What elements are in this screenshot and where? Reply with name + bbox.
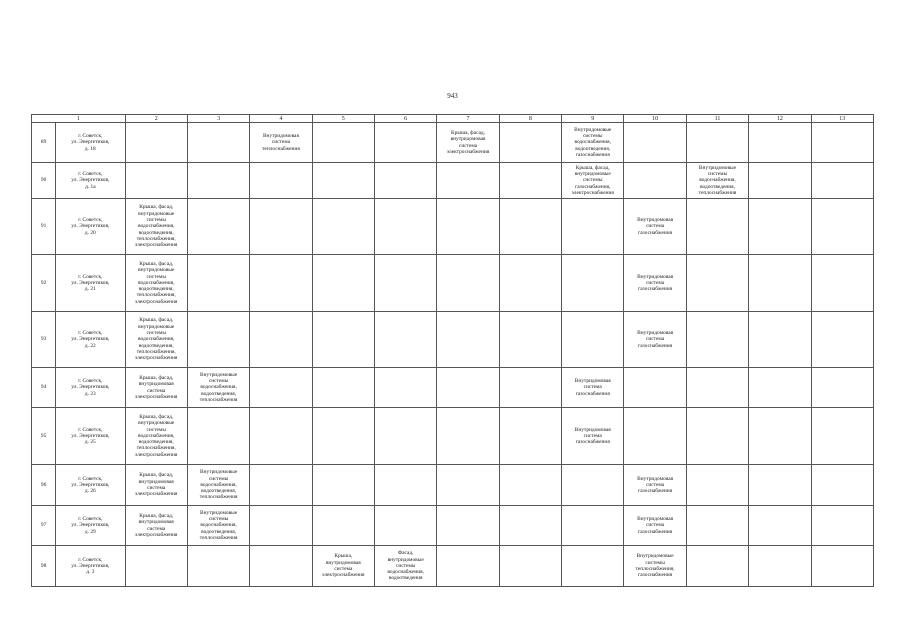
work-text: Внутридомовая система газоснабжения bbox=[637, 273, 674, 293]
work-cell bbox=[437, 368, 499, 408]
work-cell bbox=[312, 163, 374, 199]
column-header: 3 bbox=[187, 115, 249, 123]
work-cell bbox=[624, 312, 686, 368]
work-cell bbox=[312, 465, 374, 506]
work-cell bbox=[187, 123, 249, 163]
address-text: г. Советск, ул. Энергетиков, д. 22 bbox=[71, 330, 110, 349]
address-cell bbox=[56, 123, 125, 163]
work-cell bbox=[811, 408, 874, 465]
work-cell bbox=[125, 312, 187, 368]
work-cell bbox=[312, 368, 374, 408]
work-text: Внутридомовые системы водоснабжения, водоотведения, теплоснабжения bbox=[698, 164, 737, 196]
work-cell bbox=[437, 506, 499, 546]
row-number: 92 bbox=[32, 255, 56, 312]
row-number: 90 bbox=[32, 163, 56, 199]
work-cell bbox=[125, 199, 187, 255]
work-cell bbox=[437, 312, 499, 368]
work-cell bbox=[437, 255, 499, 312]
work-cell bbox=[312, 408, 374, 465]
column-number-row bbox=[32, 115, 874, 123]
work-cell bbox=[374, 408, 436, 465]
work-cell bbox=[686, 312, 748, 368]
work-cell bbox=[437, 123, 499, 163]
address-cell bbox=[56, 465, 125, 506]
work-cell bbox=[686, 408, 748, 465]
work-cell bbox=[125, 408, 187, 465]
work-cell bbox=[811, 163, 874, 199]
work-text: Крыша, фасад, внутридомовые системы водоснабжения, водоотведения, теплоснабжения, электроснабжения bbox=[135, 204, 178, 249]
work-cell bbox=[686, 123, 748, 163]
address-cell bbox=[56, 163, 125, 199]
work-cell bbox=[125, 368, 187, 408]
work-cell bbox=[562, 163, 624, 199]
work-cell bbox=[499, 255, 561, 312]
work-cell bbox=[374, 368, 436, 408]
address-cell bbox=[56, 312, 125, 368]
work-cell bbox=[437, 465, 499, 506]
address-text: г. Советск, ул. Энергетиков, д. 1а bbox=[71, 171, 110, 190]
work-cell bbox=[624, 199, 686, 255]
work-cell bbox=[624, 255, 686, 312]
column-header: 5 bbox=[312, 115, 374, 123]
work-cell bbox=[187, 546, 249, 587]
address-text: г. Советск, ул. Энергетиков, д. 18 bbox=[71, 133, 110, 152]
column-header: 1 bbox=[32, 115, 126, 123]
work-cell bbox=[312, 199, 374, 255]
work-cell bbox=[125, 255, 187, 312]
work-cell bbox=[686, 255, 748, 312]
row-number: 95 bbox=[32, 408, 56, 465]
work-cell bbox=[749, 465, 811, 506]
work-cell bbox=[499, 506, 561, 546]
work-text: Крыша, фасад, внутридомовые системы газоснабжения, электроснабжения bbox=[571, 164, 614, 196]
work-cell bbox=[250, 312, 312, 368]
work-cell bbox=[562, 465, 624, 506]
work-cell bbox=[250, 546, 312, 587]
work-cell bbox=[624, 506, 686, 546]
work-cell bbox=[312, 546, 374, 587]
work-cell bbox=[749, 546, 811, 587]
table-row bbox=[32, 465, 874, 506]
work-text: Крыша, фасад, внутридомовые системы водоснабжения, водоотведения, теплоснабжения, электроснабжения bbox=[135, 260, 178, 305]
work-cell bbox=[624, 163, 686, 199]
work-cell bbox=[811, 465, 874, 506]
work-cell bbox=[562, 368, 624, 408]
work-cell bbox=[749, 123, 811, 163]
work-cell bbox=[250, 408, 312, 465]
work-cell bbox=[686, 199, 748, 255]
table-row bbox=[32, 123, 874, 163]
work-cell bbox=[187, 199, 249, 255]
address-cell bbox=[56, 199, 125, 255]
column-header: 2 bbox=[125, 115, 187, 123]
work-cell bbox=[499, 368, 561, 408]
address-text: г. Советск, ул. Энергетиков, д. 23 bbox=[71, 378, 110, 397]
table-row bbox=[32, 312, 874, 368]
work-cell bbox=[562, 546, 624, 587]
table-body bbox=[32, 123, 874, 587]
table-row bbox=[32, 255, 874, 312]
work-text: Крыша, внутридомовая система электроснабжения bbox=[322, 553, 365, 579]
work-text: Внутридомовые системы водоснабжения, водоотведения, газоснабжения bbox=[574, 126, 612, 158]
row-number: 93 bbox=[32, 312, 56, 368]
work-text: Внутридомовая система газоснабжения bbox=[637, 475, 674, 495]
work-cell bbox=[749, 163, 811, 199]
address-cell bbox=[56, 408, 125, 465]
work-text: Внутридомовая система газоснабжения bbox=[574, 378, 611, 397]
work-cell bbox=[749, 506, 811, 546]
work-cell bbox=[811, 199, 874, 255]
work-cell bbox=[125, 546, 187, 587]
work-text: Внутридомовая система теплоснабжения bbox=[262, 133, 300, 152]
table-row bbox=[32, 408, 874, 465]
column-header: 6 bbox=[374, 115, 436, 123]
work-cell bbox=[250, 123, 312, 163]
work-cell bbox=[374, 312, 436, 368]
work-cell bbox=[187, 255, 249, 312]
address-cell bbox=[56, 546, 125, 587]
work-cell bbox=[312, 312, 374, 368]
work-cell bbox=[749, 199, 811, 255]
work-cell bbox=[499, 465, 561, 506]
column-header: 4 bbox=[250, 115, 312, 123]
work-cell bbox=[437, 546, 499, 587]
work-cell bbox=[686, 368, 748, 408]
table-row bbox=[32, 368, 874, 408]
work-cell bbox=[250, 199, 312, 255]
work-cell bbox=[562, 506, 624, 546]
work-cell bbox=[312, 123, 374, 163]
address-cell bbox=[56, 255, 125, 312]
table-row bbox=[32, 506, 874, 546]
address-cell bbox=[56, 368, 125, 408]
work-text: Внутридомовые системы водоснабжения, водоотведения, теплоснабжения bbox=[199, 469, 238, 501]
work-cell bbox=[250, 465, 312, 506]
address-text: г. Советск, ул. Энергетиков, д. 21 bbox=[71, 273, 110, 293]
work-cell bbox=[312, 506, 374, 546]
work-cell bbox=[374, 199, 436, 255]
work-cell bbox=[811, 546, 874, 587]
work-cell bbox=[499, 199, 561, 255]
work-text: Внутридомовые системы водоснабжения, водоотведения, теплоснабжения bbox=[199, 371, 238, 403]
work-cell bbox=[374, 465, 436, 506]
work-text: Крыша, фасад, внутридомовая система электроснабжения bbox=[135, 512, 178, 538]
work-cell bbox=[312, 255, 374, 312]
work-cell bbox=[499, 546, 561, 587]
column-header: 13 bbox=[811, 115, 874, 123]
address-text: г. Советск, ул. Энергетиков, д. 26 bbox=[71, 475, 110, 495]
table-row bbox=[32, 546, 874, 587]
work-cell bbox=[624, 368, 686, 408]
work-cell bbox=[624, 546, 686, 587]
table-row bbox=[32, 199, 874, 255]
work-cell bbox=[125, 123, 187, 163]
work-cell bbox=[749, 408, 811, 465]
address-text: г. Советск, ул. Энергетиков, д. 29 bbox=[71, 516, 110, 535]
work-text: Фасад, внутридомовые системы водоснабжения, водоотведения bbox=[387, 550, 424, 582]
table-row bbox=[32, 163, 874, 199]
page-number: 943 bbox=[447, 92, 458, 100]
column-header: 9 bbox=[562, 115, 624, 123]
row-number: 89 bbox=[32, 123, 56, 163]
work-text: Внутридомовая система газоснабжения bbox=[574, 426, 611, 446]
work-text: Внутридомовые системы теплоснабжения, газоснабжения bbox=[635, 553, 675, 579]
work-cell bbox=[250, 506, 312, 546]
work-cell bbox=[811, 255, 874, 312]
row-number: 96 bbox=[32, 465, 56, 506]
work-text: Внутридомовые системы водоснабжения, водоотведения, теплоснабжения bbox=[199, 509, 238, 541]
work-cell bbox=[811, 312, 874, 368]
work-cell bbox=[125, 465, 187, 506]
work-cell bbox=[749, 312, 811, 368]
work-cell bbox=[374, 123, 436, 163]
work-cell bbox=[187, 312, 249, 368]
work-cell bbox=[374, 506, 436, 546]
column-header: 8 bbox=[499, 115, 561, 123]
work-cell bbox=[187, 163, 249, 199]
address-text: г. Советск, ул. Энергетиков, д. 25 bbox=[71, 426, 110, 446]
work-text: Внутридомовая система газоснабжения bbox=[637, 330, 674, 349]
work-cell bbox=[686, 163, 748, 199]
work-cell bbox=[499, 163, 561, 199]
work-cell bbox=[624, 123, 686, 163]
work-cell bbox=[499, 408, 561, 465]
work-cell bbox=[749, 368, 811, 408]
work-cell bbox=[811, 368, 874, 408]
work-text: Крыша, фасад, внутридомовые системы водоснабжения, водоотведения, теплоснабжения, электроснабжения bbox=[135, 413, 178, 458]
work-cell bbox=[187, 465, 249, 506]
column-header: 11 bbox=[686, 115, 748, 123]
row-number: 98 bbox=[32, 546, 56, 587]
work-text: Крыша, фасад, внутридомовые системы водоснабжения, водоотведения, теплоснабжения, электроснабжения bbox=[135, 317, 178, 362]
column-header: 7 bbox=[437, 115, 499, 123]
work-text: Внутридомовая система газоснабжения bbox=[637, 516, 674, 535]
work-cell bbox=[187, 408, 249, 465]
repair-schedule-table bbox=[31, 114, 874, 587]
work-cell bbox=[374, 546, 436, 587]
work-cell bbox=[250, 368, 312, 408]
work-text: Внутридомовая система газоснабжения bbox=[637, 217, 674, 236]
column-header: 10 bbox=[624, 115, 686, 123]
work-cell bbox=[686, 546, 748, 587]
work-cell bbox=[749, 255, 811, 312]
work-text: Крыша, фасад, внутридомовая система электроснабжения bbox=[135, 472, 178, 498]
work-cell bbox=[686, 465, 748, 506]
row-number: 91 bbox=[32, 199, 56, 255]
work-cell bbox=[187, 506, 249, 546]
work-cell bbox=[437, 163, 499, 199]
row-number: 97 bbox=[32, 506, 56, 546]
work-cell bbox=[811, 123, 874, 163]
column-header: 12 bbox=[749, 115, 811, 123]
work-cell bbox=[686, 506, 748, 546]
address-text: г. Советск, ул. Энергетиков, д. 20 bbox=[71, 217, 110, 236]
work-cell bbox=[562, 199, 624, 255]
work-text: Крыша, фасад, внутридомовая система электроснабжения bbox=[446, 129, 490, 155]
work-cell bbox=[562, 312, 624, 368]
row-number: 94 bbox=[32, 368, 56, 408]
work-cell bbox=[437, 199, 499, 255]
address-text: г. Советск, ул. Энергетиков, д. 3 bbox=[71, 556, 110, 576]
work-cell bbox=[499, 312, 561, 368]
work-cell bbox=[374, 163, 436, 199]
work-cell bbox=[562, 255, 624, 312]
work-cell bbox=[250, 163, 312, 199]
work-cell bbox=[499, 123, 561, 163]
work-cell bbox=[125, 163, 187, 199]
work-cell bbox=[562, 123, 624, 163]
work-cell bbox=[125, 506, 187, 546]
address-cell bbox=[56, 506, 125, 546]
work-cell bbox=[562, 408, 624, 465]
work-cell bbox=[811, 506, 874, 546]
work-cell bbox=[374, 255, 436, 312]
work-cell bbox=[437, 408, 499, 465]
work-cell bbox=[250, 255, 312, 312]
work-text: Крыша, фасад, внутридомовая система электроснабжения bbox=[135, 374, 178, 400]
work-cell bbox=[624, 408, 686, 465]
work-cell bbox=[187, 368, 249, 408]
work-cell bbox=[624, 465, 686, 506]
